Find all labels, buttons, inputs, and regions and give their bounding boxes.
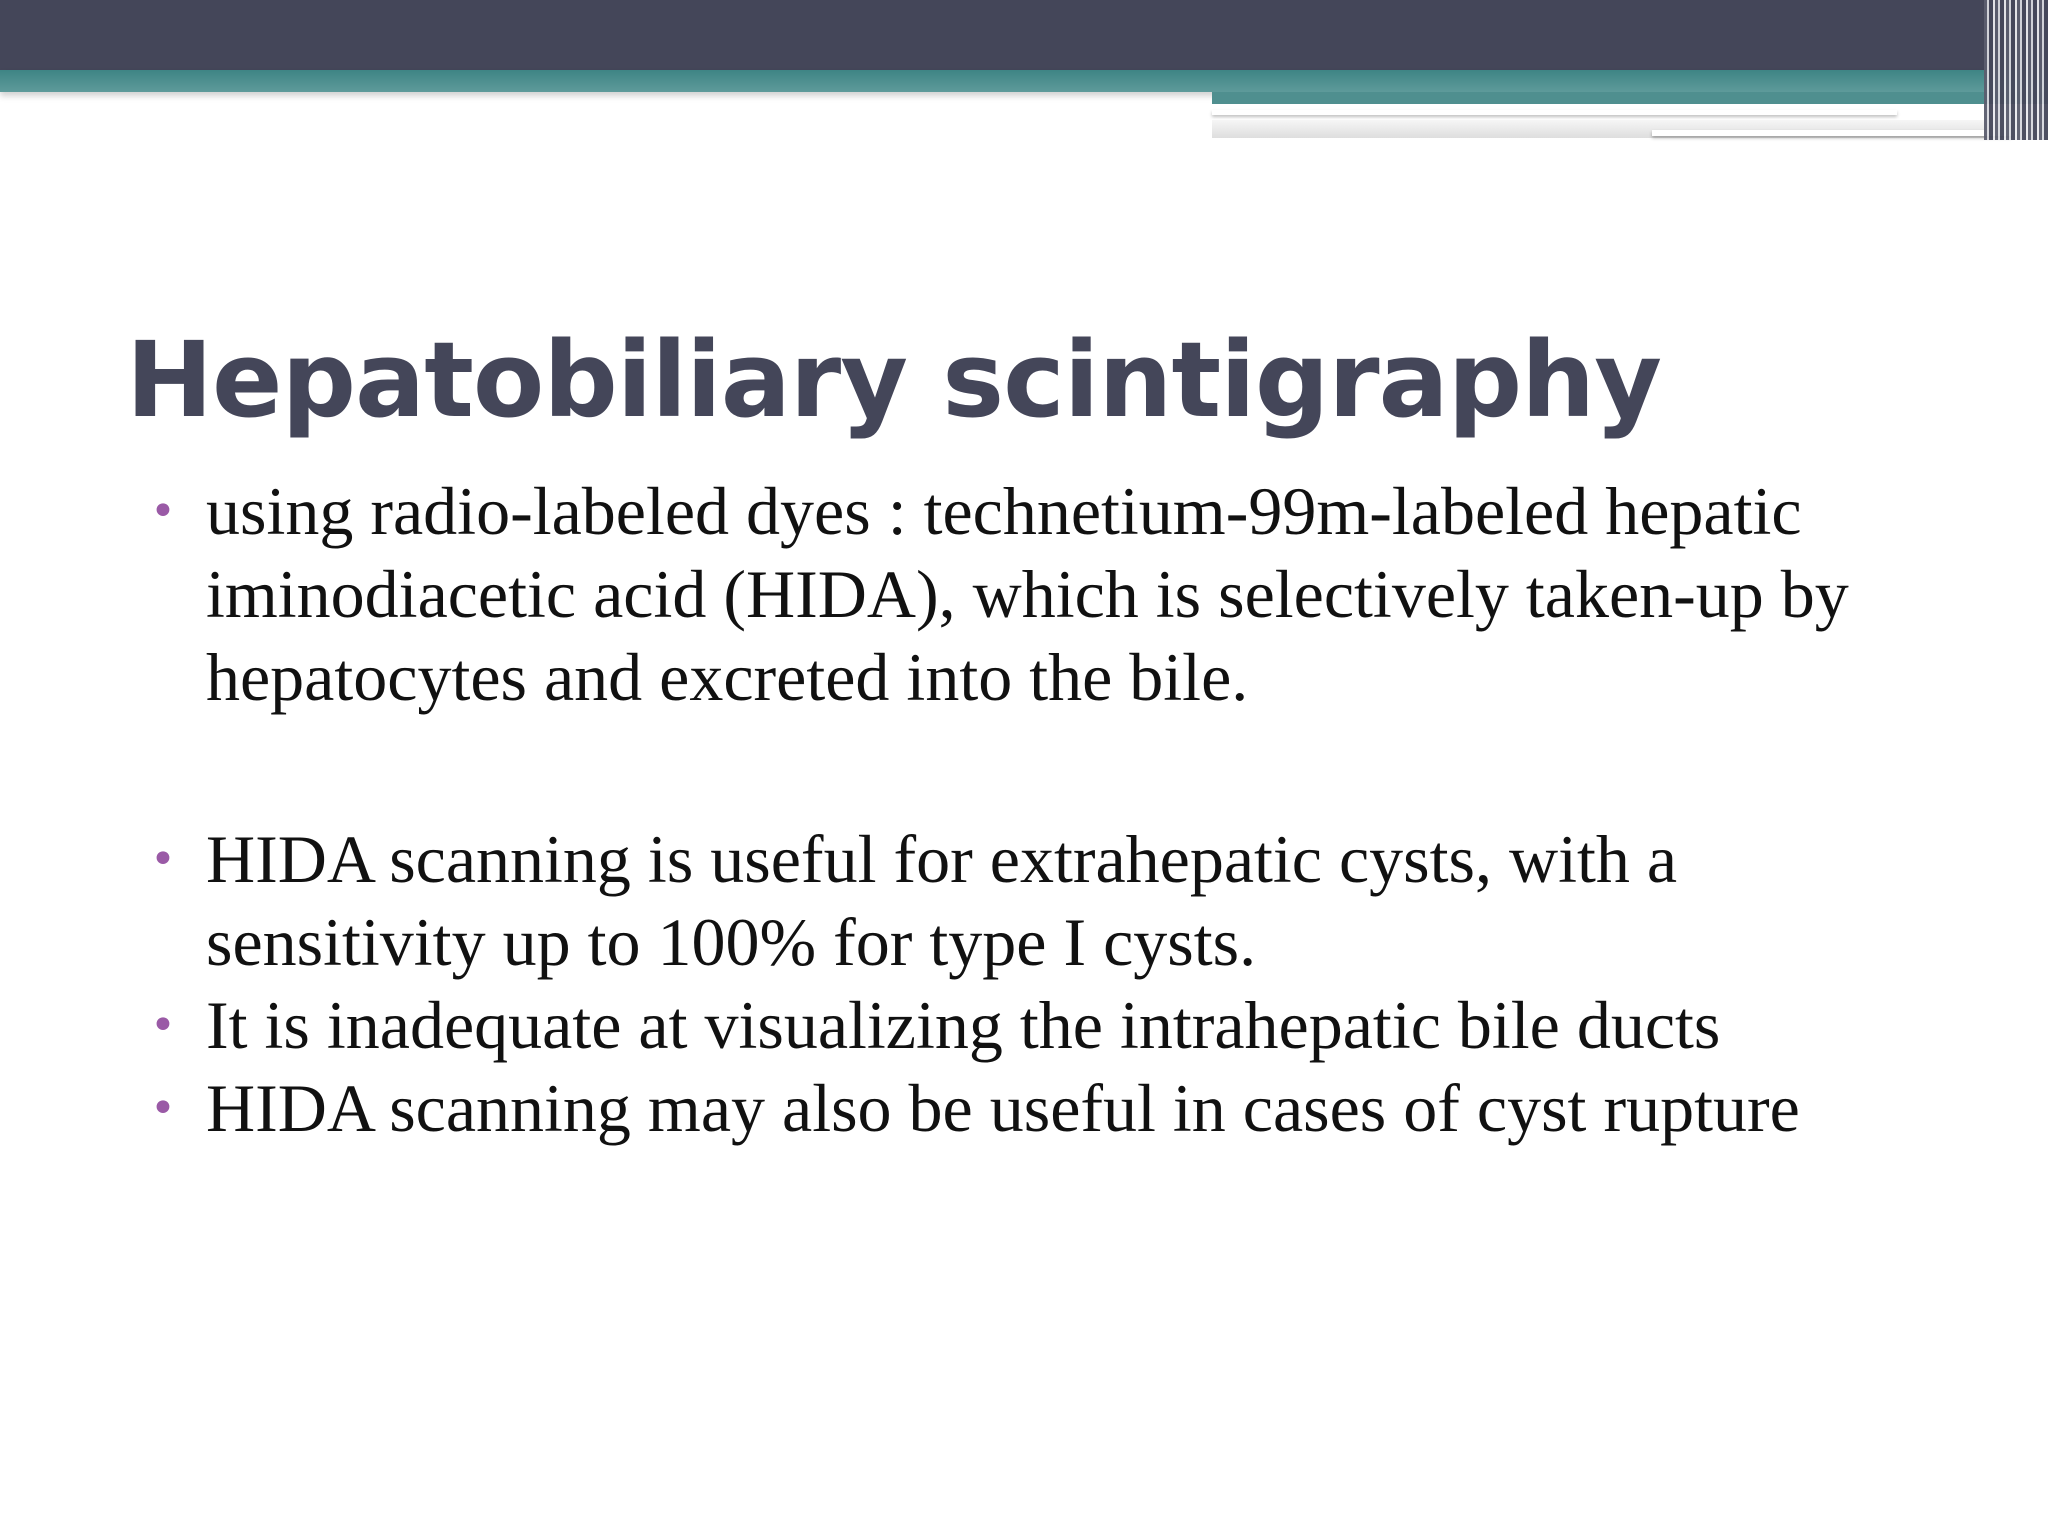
bullet-item [150,1067,1910,1150]
bullet-list [150,470,1910,1150]
bullet-item [150,818,1910,984]
header-accent-band [0,70,2048,92]
bullet-text: using radio-labeled dyes : technetium-99m-labeled hepatic iminodiacetic acid (HIDA), which is selectively taken-up by hepatocytes and excreted into the bile. [206,473,1849,715]
bullet-text: HIDA scanning is useful for extrahepatic cysts, with a sensitivity up to 100% for type I cysts. [206,821,1678,980]
bullet-dot-icon: • [150,1083,176,1134]
header-thin-line [1212,110,1897,115]
bullet-item [150,984,1910,1067]
slide-title: Hepatobiliary scintigraphy [126,319,1662,441]
bullet-dot-icon: • [150,486,176,537]
bullet-dot-icon: • [150,834,176,885]
bullet-dot-icon: • [150,1000,176,1051]
header-thin-line-short [1652,130,2012,136]
header-right-stripes [1984,0,2048,140]
header-accent-step [1212,92,2048,104]
bullet-text: It is inadequate at visualizing the intrahepatic bile ducts [206,987,1721,1063]
bullet-item [150,470,1910,719]
header-bar [0,0,2048,70]
bullet-text: HIDA scanning may also be useful in cases of cyst rupture [206,1070,1800,1146]
